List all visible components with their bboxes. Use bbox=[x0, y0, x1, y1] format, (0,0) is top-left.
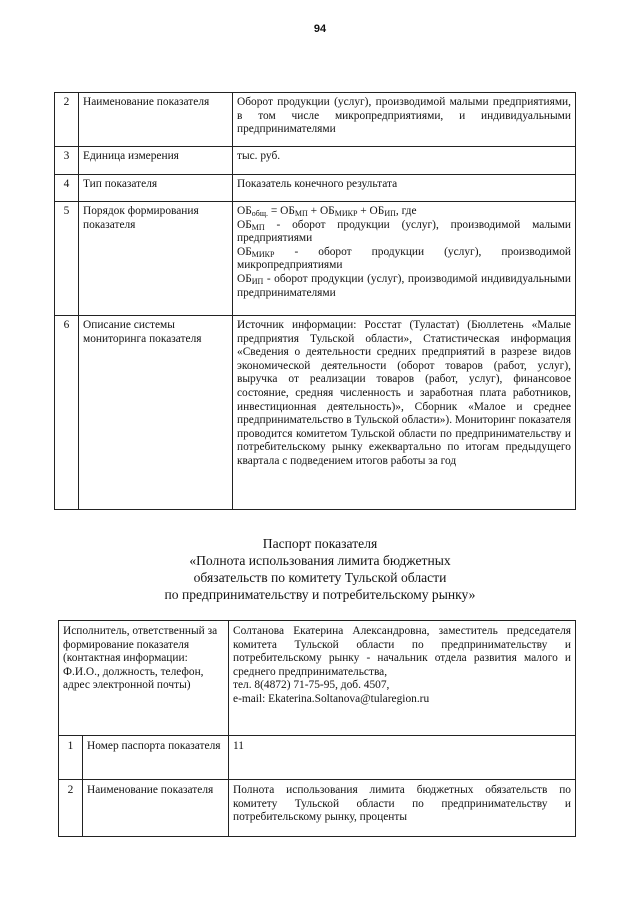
table-row bbox=[55, 147, 576, 175]
executor-phone: тел. 8(4872) 71-75-95, доб. 4507, bbox=[233, 679, 390, 692]
passport-title-line: Паспорт показателя bbox=[262, 536, 378, 551]
formula-definition-mp: $ОБ_{МП}$ - оборот продукции (услуг), производимой малыми предприятиями bbox=[237, 218, 571, 245]
row-label: Наименование показателя bbox=[79, 93, 233, 147]
row-label: Описание системы мониторинга показателя bbox=[79, 316, 233, 510]
passport-heading bbox=[90, 535, 550, 603]
row-value: тыс. руб. bbox=[233, 147, 576, 175]
row-label: Номер паспорта показателя bbox=[83, 736, 229, 780]
executor-label: Исполнитель, ответственный за формирование показателя (контактная информации: Ф.И.О., должность, телефон, адрес электронной почты) bbox=[59, 621, 229, 736]
row-number: 2 bbox=[59, 780, 83, 837]
page-number: 94 bbox=[313, 23, 327, 35]
row-value: Полнота использования лимита бюджетных обязательств по комитету Тульской области по предпринимательству и потребительскому рынку, проценты bbox=[229, 780, 576, 837]
passport-title-line: по предпринимательству и потребительскому рынку» bbox=[164, 587, 476, 602]
formula-definition-mikr: $ОБ_{МИКР}$ - оборот продукции (услуг), производимой микропредприятиями bbox=[237, 245, 571, 272]
row-label: Наименование показателя bbox=[83, 780, 229, 837]
executor-email: e-mail: Ekaterina.Soltanova@tularegion.ru bbox=[233, 692, 430, 705]
row-number: 1 bbox=[59, 736, 83, 780]
row-label: Порядок формирования показателя bbox=[79, 202, 233, 316]
passport-title-line: обязательств по комитету Тульской области bbox=[193, 570, 447, 585]
table-row bbox=[55, 93, 576, 147]
formula-line: $ОБ_{общ.} = ОБ_{МП} + ОБ_{МИКР} + ОБ_{ИП}$, где bbox=[237, 205, 417, 218]
executor-text: Солтанова Екатерина Александровна, заместитель председателя комитета Тульской области по предпринимательству и потребительскому рынку - начальник отдела развития малого и среднего предпринимательства, bbox=[233, 625, 572, 678]
row-number: 4 bbox=[55, 175, 79, 202]
row-value: 11 bbox=[229, 736, 576, 780]
table-row bbox=[55, 202, 576, 316]
row-number: 2 bbox=[55, 93, 79, 147]
row-value: Показатель конечного результата bbox=[233, 175, 576, 202]
table-row bbox=[55, 175, 576, 202]
executor-row bbox=[59, 621, 576, 736]
row-value: Источник информации: Росстат (Туластат) (Бюллетень «Малые предприятия Тульской области», Статистическая информация «Сведения о деятельности средних предприятий в разрезе видов экономической деятельности (оборот товаров (работ, услуг), выручка от реализации товаров (работ, услуг), финансовое состояние, средняя численность и заработная плата работников, инвестиционная деятельность)», Сборник «Малое и среднее предпринимательство в Тульской области»). Мониторинг показателя проводится комитетом Тульской области по предпринимательству и потребительскому рынку ежеквартально по итогам предыдущего квартала с подведением итогов работы за год bbox=[233, 316, 576, 510]
formula-cell bbox=[233, 202, 576, 316]
indicator-table bbox=[54, 92, 576, 510]
table-row bbox=[59, 736, 576, 780]
row-number: 5 bbox=[55, 202, 79, 316]
table-row bbox=[59, 780, 576, 837]
table-row bbox=[55, 316, 576, 510]
row-number: 6 bbox=[55, 316, 79, 510]
passport-table bbox=[58, 620, 576, 837]
row-value: Оборот продукции (услуг), производимой малыми предприятиями, в том числе микропредприятиями, и индивидуальными предпринимателями bbox=[233, 93, 576, 147]
executor-value bbox=[229, 621, 576, 736]
formula-definition-ip: $ОБ_{ИП}$ - оборот продукции (услуг), производимой индивидуальными предпринимателями bbox=[237, 272, 571, 299]
row-label: Единица измерения bbox=[79, 147, 233, 175]
row-number: 3 bbox=[55, 147, 79, 175]
row-label: Тип показателя bbox=[79, 175, 233, 202]
passport-title-line: «Полнота использования лимита бюджетных bbox=[189, 553, 451, 568]
